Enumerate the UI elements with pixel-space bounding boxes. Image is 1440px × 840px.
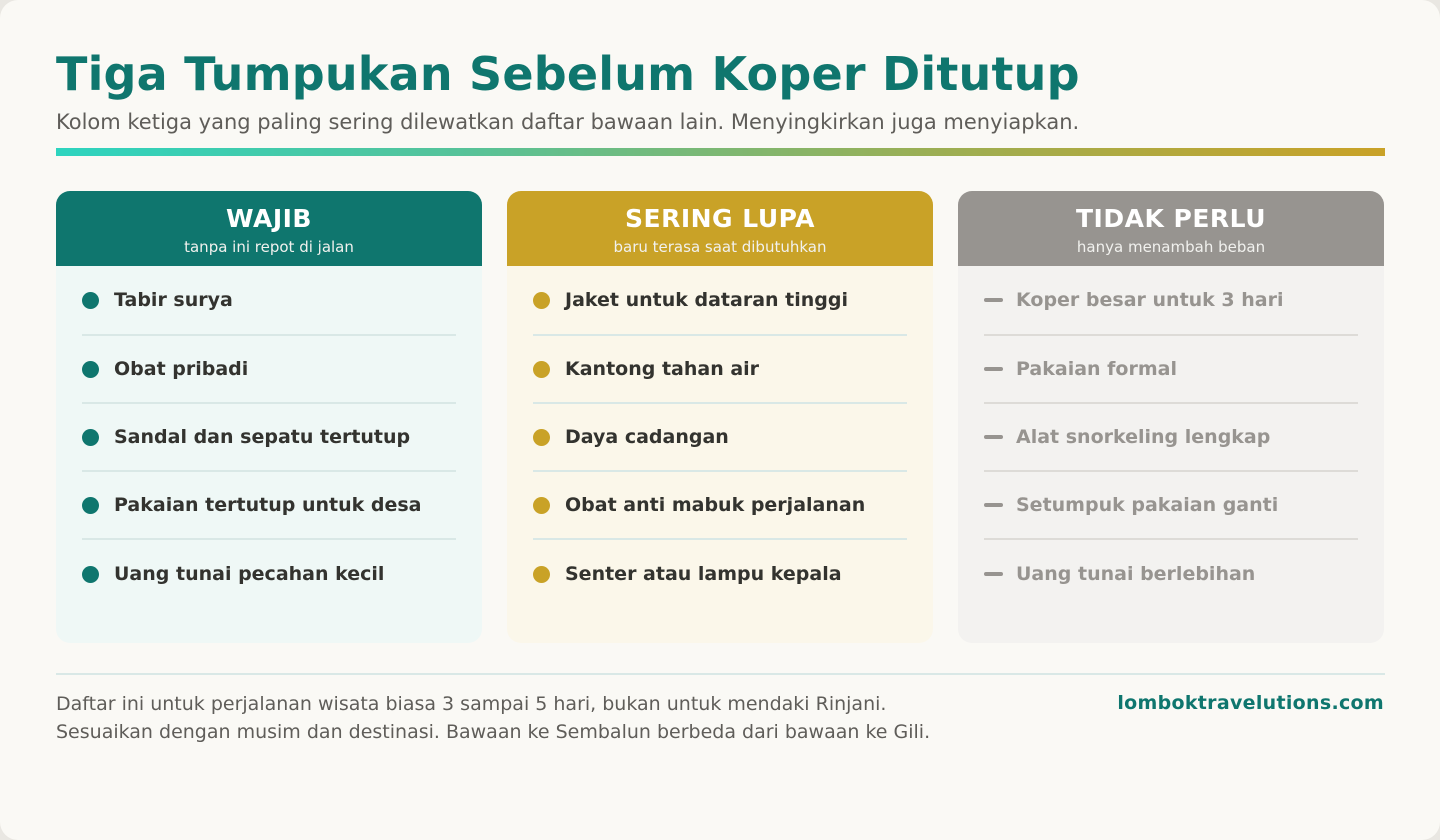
footer-divider [56, 673, 1385, 675]
item-label: Kantong tahan air [565, 358, 760, 380]
footer-note-line: Daftar ini untuk perjalanan wisata biasa 3 sampai 5 hari, bukan untuk mendaki Rinjani. [56, 693, 887, 715]
list-item [82, 472, 456, 540]
item-list [507, 266, 933, 608]
list-item [984, 404, 1358, 472]
dash-icon [984, 572, 1003, 576]
list-item [82, 266, 456, 336]
bullet-dot-icon [82, 429, 99, 446]
item-label: Jaket untuk dataran tinggi [565, 289, 849, 311]
bullet-dot-icon [533, 566, 550, 583]
bullet-dot-icon [533, 429, 550, 446]
item-label: Tabir surya [114, 289, 233, 311]
bullet-dot-icon [533, 497, 550, 514]
bullet-dot-icon [82, 566, 99, 583]
column-title: WAJIB [226, 204, 312, 233]
item-label: Alat snorkeling lengkap [1016, 426, 1271, 448]
item-label: Uang tunai pecahan kecil [114, 563, 385, 585]
list-item [533, 540, 907, 608]
column-tidak-perlu [958, 191, 1384, 643]
list-item [533, 404, 907, 472]
accent-divider [56, 148, 1385, 156]
column-header [507, 191, 933, 266]
item-label: Obat anti mabuk perjalanan [565, 494, 866, 516]
item-label: Pakaian tertutup untuk desa [114, 494, 422, 516]
column-sering-lupa [507, 191, 933, 643]
bullet-dot-icon [533, 292, 550, 309]
column-header [958, 191, 1384, 266]
list-item [984, 540, 1358, 608]
column-title: TIDAK PERLU [1075, 204, 1267, 233]
bullet-dot-icon [82, 497, 99, 514]
item-label: Pakaian formal [1016, 358, 1177, 380]
dash-icon [984, 435, 1003, 439]
list-item [984, 266, 1358, 336]
item-list [56, 266, 482, 608]
column-subtitle: hanya menambah beban [1076, 238, 1266, 256]
footer-note-line: Sesuaikan dengan musim dan destinasi. Bawaan ke Sembalun berbeda dari bawaan ke Gili. [56, 721, 931, 743]
dash-icon [984, 298, 1003, 302]
item-label: Daya cadangan [565, 426, 729, 448]
list-item [984, 336, 1358, 404]
item-label: Setumpuk pakaian ganti [1016, 494, 1279, 516]
list-item [533, 472, 907, 540]
list-item [82, 540, 456, 608]
bullet-dot-icon [533, 361, 550, 378]
site-link[interactable]: lomboktravelutions.com [1117, 692, 1384, 714]
footer-note [56, 690, 930, 746]
list-item [533, 336, 907, 404]
list-item [984, 472, 1358, 540]
column-subtitle: baru terasa saat dibutuhkan [613, 238, 827, 256]
item-list [958, 266, 1384, 608]
list-item [82, 336, 456, 404]
item-label: Koper besar untuk 3 hari [1016, 289, 1284, 311]
list-item [82, 404, 456, 472]
column-wajib [56, 191, 482, 643]
column-title: SERING LUPA [625, 204, 815, 233]
list-item [533, 266, 907, 336]
column-subtitle: tanpa ini repot di jalan [184, 238, 354, 256]
page-title: Tiga Tumpukan Sebelum Koper Ditutup [56, 47, 1080, 101]
dash-icon [984, 503, 1003, 507]
dash-icon [984, 367, 1003, 371]
column-header [56, 191, 482, 266]
item-label: Sandal dan sepatu tertutup [114, 426, 411, 448]
bullet-dot-icon [82, 361, 99, 378]
bullet-dot-icon [82, 292, 99, 309]
item-label: Uang tunai berlebihan [1016, 563, 1256, 585]
item-label: Senter atau lampu kepala [565, 563, 842, 585]
page-subtitle: Kolom ketiga yang paling sering dilewatkan daftar bawaan lain. Menyingkirkan juga menyiapkan. [56, 110, 1080, 134]
item-label: Obat pribadi [114, 358, 249, 380]
